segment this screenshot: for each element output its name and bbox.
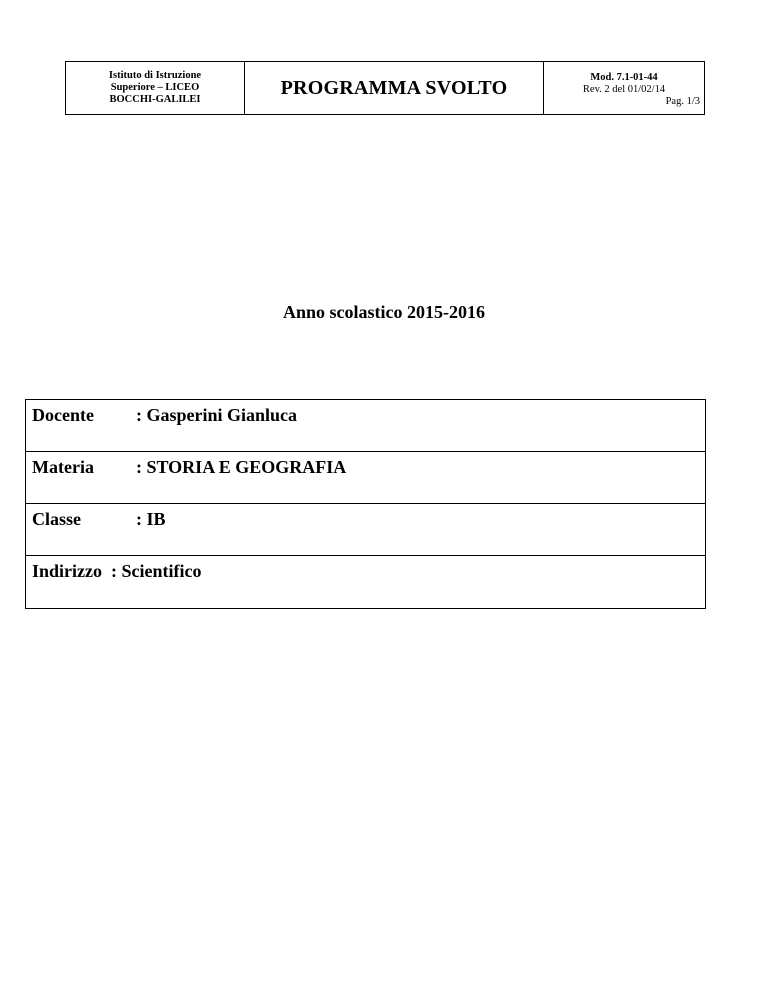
school-name-line1: Istituto di Istruzione	[108, 70, 202, 81]
materia-label: Materia	[26, 452, 131, 504]
indirizzo-row	[26, 556, 706, 609]
page-number: Pag. 1/3	[665, 96, 700, 107]
materia-value: : STORIA E GEOGRAFIA	[130, 452, 706, 504]
docente-value: : Gasperini Gianluca	[130, 400, 706, 452]
module-info-cell	[544, 62, 705, 115]
docente-row	[26, 400, 706, 452]
course-info-table	[25, 399, 706, 609]
module-revision: Rev. 2 del 01/02/14	[582, 84, 666, 95]
classe-value: : IB	[130, 504, 706, 556]
school-name-line3: BOCCHI-GALILEI	[109, 94, 201, 105]
document-title: PROGRAMMA SVOLTO	[245, 62, 544, 115]
docente-label: Docente	[26, 400, 131, 452]
classe-row	[26, 504, 706, 556]
school-name-line2: Superiore – LICEO	[110, 82, 200, 93]
indirizzo-label: Indirizzo	[32, 561, 102, 581]
classe-label: Classe	[26, 504, 131, 556]
document-header	[65, 61, 705, 115]
indirizzo-cell	[26, 556, 706, 609]
school-name-cell	[66, 62, 245, 115]
school-year: Anno scolastico 2015-2016	[283, 302, 485, 322]
module-code: Mod. 7.1-01-44	[590, 72, 658, 83]
indirizzo-value: : Scientifico	[111, 561, 202, 581]
materia-row	[26, 452, 706, 504]
